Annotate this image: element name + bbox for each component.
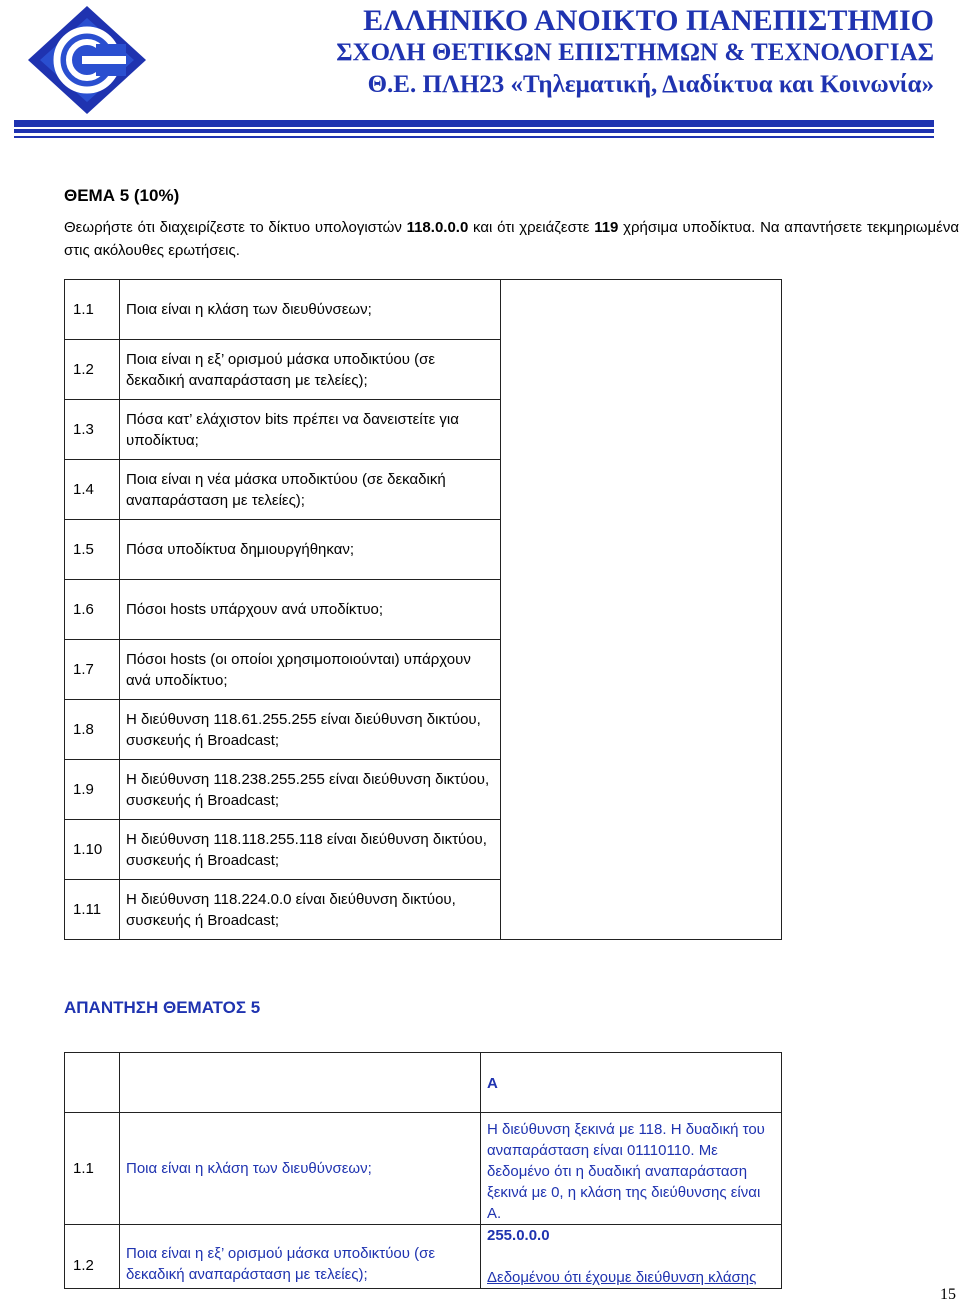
header-course: Θ.Ε. ΠΛΗ23 «Τηλεματική, Διαδίκτυα και Κοινωνία»: [367, 71, 934, 98]
page-number: 15: [940, 1286, 956, 1303]
answer-row-question: Ποια είναι η κλάση των διευθύνσεων;: [120, 1113, 481, 1225]
theme-title: ΘΕΜΑ 5 (10%): [64, 186, 180, 205]
question-number: 1.4: [65, 460, 120, 520]
question-number: 1.5: [65, 520, 120, 580]
answer-row-answer: Η διεύθυνση ξεκινά με 118. Η δυαδική του αναπαράσταση είναι 01110110. Με δεδομένο ότι η δυαδική αναπαράσταση ξεκινά με 0, η κλάση της διεύθυνσης είναι Α.: [481, 1113, 782, 1225]
answer-explanation: Δεδομένου ότι έχουμε διεύθυνση κλάσης: [487, 1269, 757, 1286]
question-number: 1.11: [65, 880, 120, 940]
document-header: [0, 0, 960, 150]
question-text: Ποια είναι η νέα μάσκα υποδικτύου (σε δεκαδική αναπαράσταση με τελείες);: [120, 460, 501, 520]
question-text: Πόσα υποδίκτυα δημιουργήθηκαν;: [120, 520, 501, 580]
answer-space: [501, 280, 782, 940]
answers-column-header: Α: [481, 1053, 782, 1113]
university-logo-icon: [26, 4, 148, 116]
question-text: Ποια είναι η κλάση των διευθύνσεων;: [120, 280, 501, 340]
question-number: 1.7: [65, 640, 120, 700]
theme-intro: Θεωρήστε ότι διαχειρίζεστε το δίκτυο υπολογιστών 118.0.0.0 και ότι χρειάζεστε 119 χρήσιμα υποδίκτυα. Να απαντήσετε τεκμηριωμένα στις ακόλουθες ερωτήσεις.: [64, 219, 960, 259]
answers-header-empty: [65, 1053, 120, 1113]
question-text: Η διεύθυνση 118.61.255.255 είναι διεύθυνση δικτύου, συσκευής ή Broadcast;: [120, 700, 501, 760]
answer-row-number: 1.2: [65, 1225, 120, 1289]
header-divider: [14, 120, 934, 127]
header-divider: [14, 136, 934, 138]
question-text: Η διεύθυνση 118.118.255.118 είναι διεύθυνση δικτύου, συσκευής ή Broadcast;: [120, 820, 501, 880]
answers-table: [64, 1052, 782, 1289]
question-number: 1.10: [65, 820, 120, 880]
question-number: 1.2: [65, 340, 120, 400]
answers-header-empty: [120, 1053, 481, 1113]
header-school: ΣΧΟΛΗ ΘΕΤΙΚΩΝ ΕΠΙΣΤΗΜΩΝ & ΤΕΧΝΟΛΟΓΙΑΣ: [336, 39, 934, 66]
question-text: Πόσοι hosts υπάρχουν ανά υποδίκτυο;: [120, 580, 501, 640]
question-text: Ποια είναι η εξ’ ορισμού μάσκα υποδικτύου (σε δεκαδική αναπαράσταση με τελείες);: [120, 340, 501, 400]
question-number: 1.8: [65, 700, 120, 760]
question-number: 1.1: [65, 280, 120, 340]
header-divider: [14, 129, 934, 133]
answer-row-number: 1.1: [65, 1113, 120, 1225]
question-number: 1.9: [65, 760, 120, 820]
question-number: 1.3: [65, 400, 120, 460]
question-number: 1.6: [65, 580, 120, 640]
answer-section-title: ΑΠΑΝΤΗΣΗ ΘΕΜΑΤΟΣ 5: [64, 998, 261, 1017]
question-text: Η διεύθυνση 118.224.0.0 είναι διεύθυνση δικτύου, συσκευής ή Broadcast;: [120, 880, 501, 940]
header-university: ΕΛΛΗΝΙΚΟ ΑΝΟΙΚΤΟ ΠΑΝΕΠΙΣΤΗΜΙΟ: [363, 4, 934, 37]
question-text: Πόσοι hosts (οι οποίοι χρησιμοποιούνται) υπάρχουν ανά υποδίκτυο;: [120, 640, 501, 700]
answer-mask-value: 255.0.0.0: [487, 1227, 550, 1244]
question-row: [65, 280, 782, 340]
question-text: Πόσα κατ’ ελάχιστον bits πρέπει να δανειστείτε για υποδίκτυα;: [120, 400, 501, 460]
answer-row-question: Ποια είναι η εξ’ ορισμού μάσκα υποδικτύου (σε δεκαδική αναπαράσταση με τελείες);: [120, 1225, 481, 1289]
answer-row-answer: [481, 1225, 782, 1289]
questions-table: [64, 279, 782, 940]
question-text: Η διεύθυνση 118.238.255.255 είναι διεύθυνση δικτύου, συσκευής ή Broadcast;: [120, 760, 501, 820]
